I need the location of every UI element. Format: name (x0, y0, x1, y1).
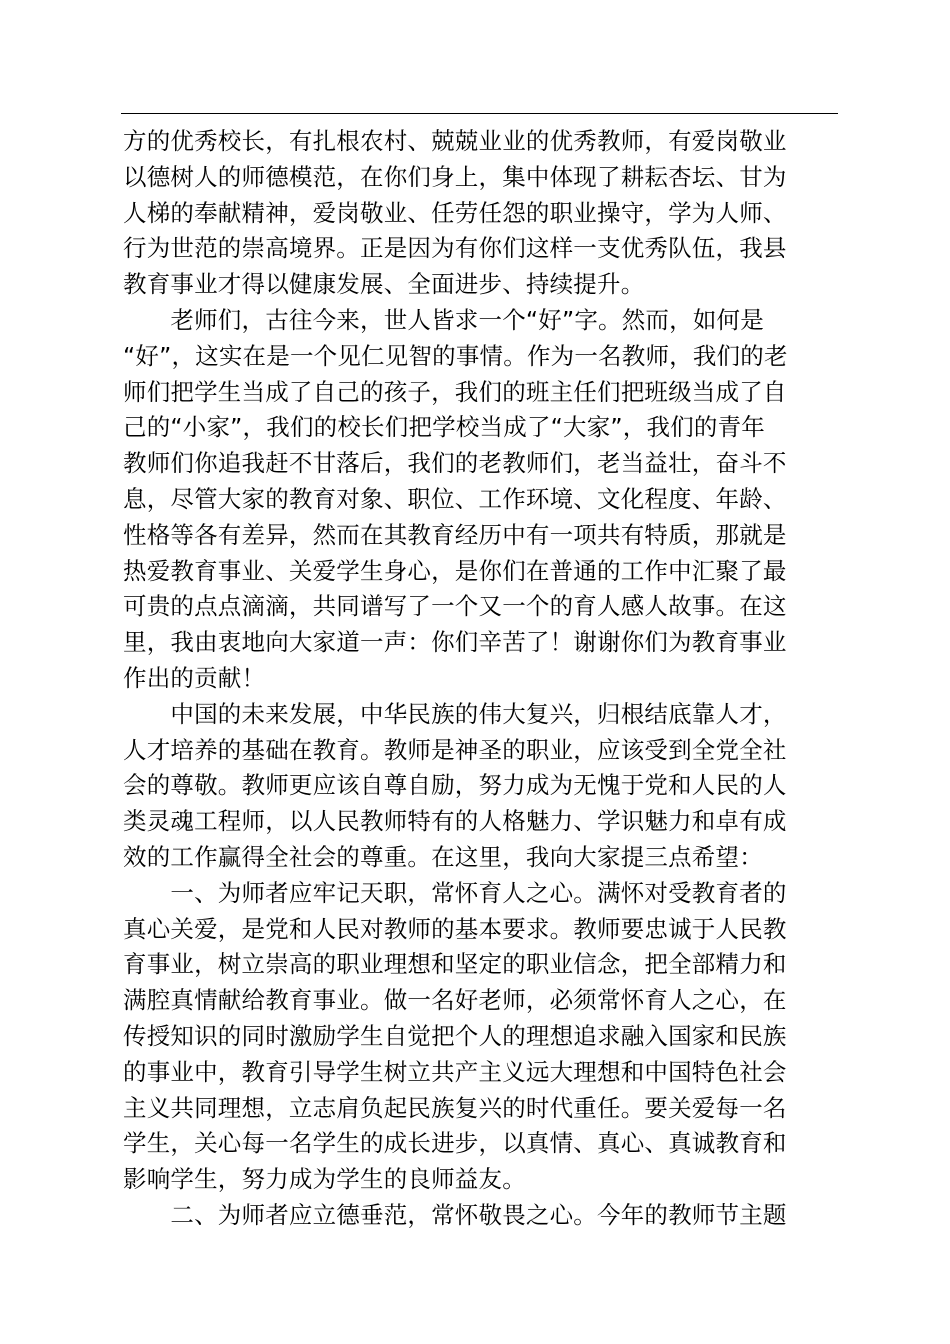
text-line: 主义共同理想，立志肩负起民族复兴的时代重任。要关爱每一名 (123, 1093, 787, 1122)
text-line: 以德树人的师德模范，在你们身上，集中体现了耕耘杏坛、甘为 (123, 162, 787, 191)
text-line: 效的工作赢得全社会的尊重。在这里，我向大家提三点希望： (123, 842, 763, 871)
text-line: 教育事业才得以健康发展、全面进步、持续提升。 (123, 270, 645, 299)
text-line: 己的“小家”，我们的校长们把学校当成了“大家”，我们的青年 (123, 413, 765, 442)
text-line: 满腔真情献给教育事业。做一名好老师，必须常怀育人之心，在 (123, 986, 787, 1015)
text-line: 一、为师者应牢记天职，常怀育人之心。满怀对受教育者的 (123, 878, 787, 907)
text-line: 中国的未来发展，中华民族的伟大复兴，归根结底靠人才， (123, 699, 787, 728)
text-line: 方的优秀校长，有扎根农村、兢兢业业的优秀教师，有爱岗敬业 (123, 127, 787, 155)
text-line: 会的尊敬。教师更应该自尊自励，努力成为无愧于党和人民的人 (123, 771, 787, 800)
header-rule (121, 113, 838, 114)
text-line: 师们把学生当成了自己的孩子，我们的班主任们把班级当成了自 (123, 377, 787, 406)
text-line: 作出的贡献！ (123, 663, 266, 692)
text-line: 热爱教育事业、关爱学生身心，是你们在普通的工作中汇聚了最 (123, 556, 787, 585)
text-line: 性格等各有差异，然而在其教育经历中有一项共有特质，那就是 (123, 520, 787, 549)
text-line: 育事业，树立崇高的职业理想和坚定的职业信念，把全部精力和 (123, 950, 787, 979)
text-line: 里，我由衷地向大家道一声：你们辛苦了！谢谢你们为教育事业 (123, 628, 787, 657)
text-line: 行为世范的崇高境界。正是因为有你们这样一支优秀队伍，我县 (123, 234, 787, 263)
text-line: 传授知识的同时激励学生自觉把个人的理想追求融入国家和民族 (123, 1021, 787, 1050)
text-line: 老师们，古往今来，世人皆求一个“好”字。然而，如何是 (123, 305, 764, 334)
text-line: 人才培养的基础在教育。教师是神圣的职业，应该受到全党全社 (123, 735, 787, 764)
text-line: 教师们你追我赶不甘落后，我们的老教师们，老当益壮，奋斗不 (123, 449, 787, 478)
text-line: 可贵的点点滴滴，共同谱写了一个又一个的育人感人故事。在这 (123, 592, 787, 621)
text-line: 影响学生，努力成为学生的良师益友。 (123, 1165, 526, 1194)
text-line: 类灵魂工程师，以人民教师特有的人格魅力、学识魅力和卓有成 (123, 807, 787, 836)
text-line: 二、为师者应立德垂范，常怀敬畏之心。今年的教师节主题 (123, 1200, 787, 1229)
body-text (123, 124, 839, 1234)
text-line: 学生，关心每一名学生的成长进步，以真情、真心、真诚教育和 (123, 1129, 787, 1158)
text-line: “好”，这实在是一个见仁见智的事情。作为一名教师，我们的老 (123, 341, 788, 370)
text-line: 的事业中，教育引导学生树立共产主义远大理想和中国特色社会 (123, 1057, 787, 1086)
text-line: 人梯的奉献精神，爱岗敬业、任劳任怨的职业操守，学为人师、 (123, 198, 787, 227)
text-line: 息，尽管大家的教育对象、职位、工作环境、文化程度、年龄、 (123, 484, 787, 513)
text-line: 真心关爱，是党和人民对教师的基本要求。教师要忠诚于人民教 (123, 914, 787, 943)
